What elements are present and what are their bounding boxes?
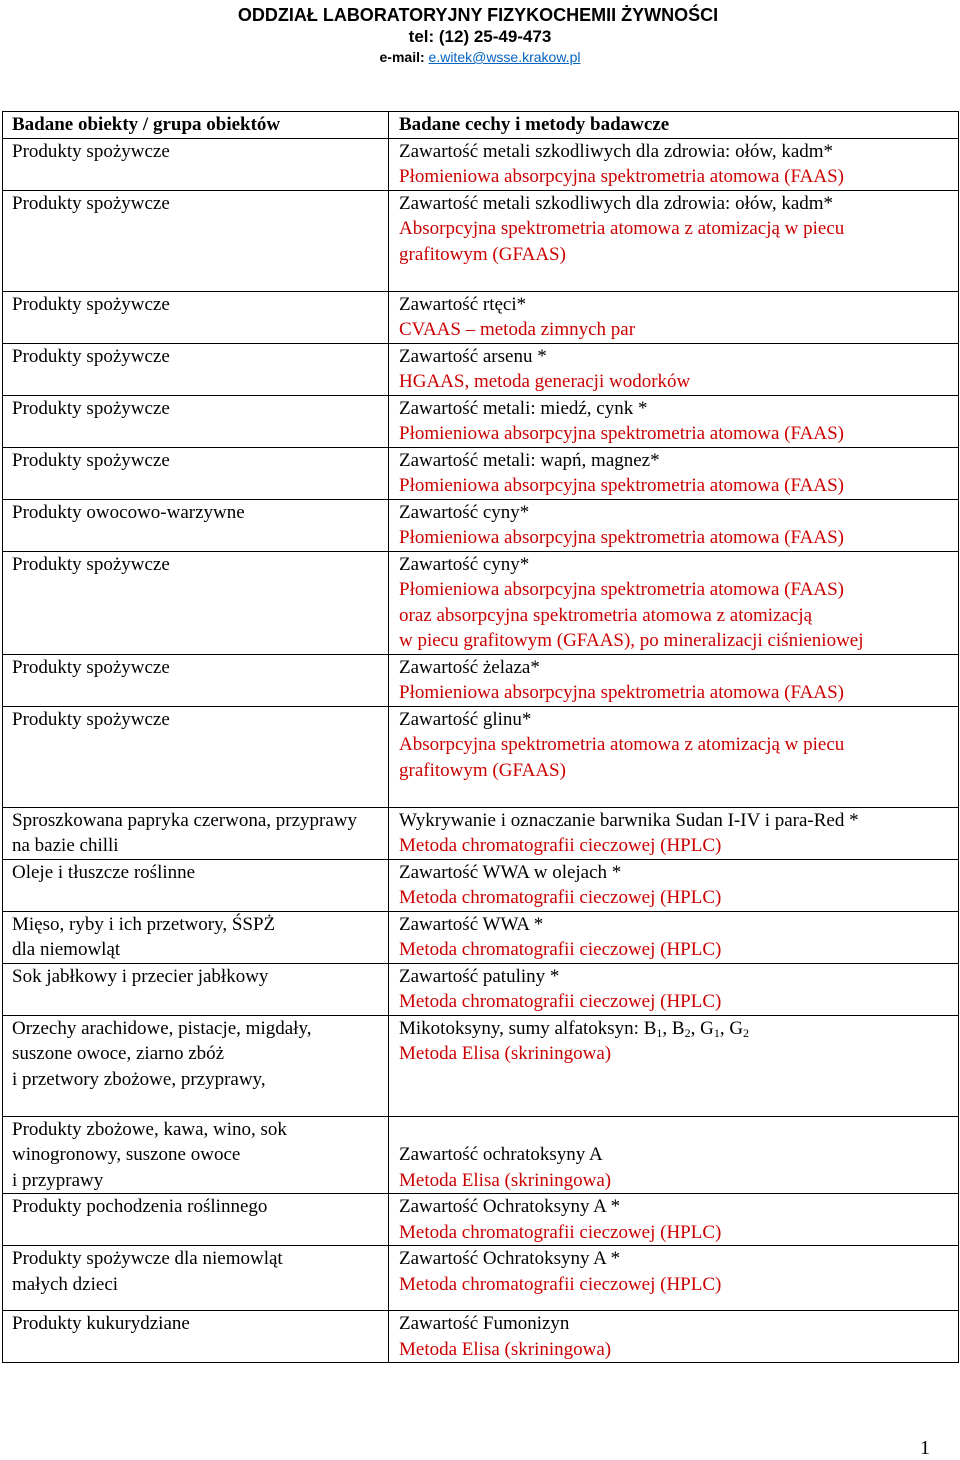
method-text: Metoda chromatografii cieczowej (HPLC) <box>399 887 722 908</box>
object-text: na bazie chilli <box>12 835 119 856</box>
object-cell <box>3 138 389 190</box>
feature-text: Zawartość Fumonizyn <box>399 1313 570 1334</box>
object-text: i przetwory zbożowe, przyprawy, <box>12 1068 266 1090</box>
table-row <box>3 1194 959 1246</box>
feature-text: Wykrywanie i oznaczanie barwnika Sudan I-IV i para-Red * <box>399 809 859 831</box>
feature-method-cell <box>389 447 959 499</box>
feature-text: Zawartość ochratoksyny A <box>399 1144 603 1165</box>
object-text: Produkty spożywcze <box>12 553 170 575</box>
aflatoxin-text-part: , G <box>690 1017 714 1039</box>
object-text: Produkty spożywcze <box>12 192 170 214</box>
table-row <box>3 190 959 291</box>
subscript: 1 <box>713 1025 720 1040</box>
method-text: Płomieniowa absorpcyjna spektrometria atomowa (FAAS) <box>399 527 844 548</box>
object-text: suszone owoce, ziarno zbóż <box>12 1043 225 1064</box>
feature-text: Zawartość patuliny * <box>399 965 560 987</box>
method-text: Płomieniowa absorpcyjna spektrometria atomowa (FAAS) <box>399 475 844 496</box>
page-header <box>0 0 960 66</box>
object-text: Produkty spożywcze <box>12 345 170 367</box>
feature-text: Zawartość metali szkodliwych dla zdrowia: ołów, kadm* <box>399 140 834 162</box>
feature-text: Zawartość Ochratoksyny A * <box>399 1248 621 1269</box>
feature-text: Zawartość Ochratoksyny A * <box>399 1196 621 1217</box>
feature-method-cell <box>389 138 959 190</box>
feature-method-cell <box>389 395 959 447</box>
object-text: Produkty spożywcze <box>12 293 170 315</box>
column-header-objects: Badane obiekty / grupa obiektów <box>3 112 389 139</box>
feature-method-cell <box>389 859 959 911</box>
feature-method-cell <box>389 499 959 551</box>
feature-text: Zawartość metali: wapń, magnez* <box>399 449 660 471</box>
method-text: Płomieniowa absorpcyjna spektrometria atomowa (FAAS) <box>399 423 844 444</box>
table-row <box>3 706 959 807</box>
feature-method-cell <box>389 963 959 1015</box>
subscript: 2 <box>743 1025 750 1040</box>
email-label: e-mail: <box>379 49 429 65</box>
feature-text: Zawartość metali: miedź, cynk * <box>399 397 648 419</box>
feature-text: Zawartość rtęci* <box>399 293 527 315</box>
object-text: małych dzieci <box>12 1273 119 1295</box>
aflatoxin-text-part: , G <box>719 1017 744 1039</box>
feature-method-cell <box>389 343 959 395</box>
method-text: HGAAS, metoda generacji wodorków <box>399 371 691 392</box>
object-text: winogronowy, suszone owoce <box>12 1144 241 1165</box>
object-text: Produkty spożywcze <box>12 140 170 162</box>
table-row <box>3 343 959 395</box>
feature-text: Zawartość WWA * <box>399 913 544 935</box>
column-header-features: Badane cechy i metody badawcze <box>389 112 959 139</box>
object-cell <box>3 447 389 499</box>
table-row <box>3 807 959 859</box>
table-row <box>3 911 959 963</box>
object-text: Produkty spożywcze dla niemowląt <box>12 1248 283 1269</box>
table-row <box>3 1116 959 1194</box>
feature-method-cell <box>389 706 959 807</box>
method-text: oraz absorpcyjna spektrometria atomowa z atomizacją <box>399 604 813 626</box>
object-text: Produkty kukurydziane <box>12 1313 190 1334</box>
table-row <box>3 1015 959 1116</box>
table-header-row <box>3 112 959 139</box>
aflatoxin-text-part: Mikotoksyny, sumy alfatoksyn: B <box>399 1017 657 1039</box>
method-text: Absorpcyjna spektrometria atomowa z atomizacją w piecu <box>399 734 845 755</box>
method-text: Płomieniowa absorpcyjna spektrometria atomowa (FAAS) <box>399 682 844 703</box>
aflatoxin-feature-text <box>399 1016 958 1042</box>
object-text: Mięso, ryby i ich przetwory, ŚSPŻ <box>12 913 276 935</box>
page-number: 1 <box>920 1437 930 1459</box>
method-text: Metoda chromatografii cieczowej (HPLC) <box>399 835 722 856</box>
object-cell <box>3 911 389 963</box>
table-row <box>3 291 959 343</box>
feature-method-cell <box>389 654 959 706</box>
object-cell <box>3 807 389 859</box>
object-cell <box>3 1116 389 1194</box>
object-cell <box>3 190 389 291</box>
method-text: Metoda chromatografii cieczowej (HPLC) <box>399 991 722 1012</box>
table-row <box>3 1246 959 1311</box>
feature-text <box>399 1117 958 1143</box>
subscript: 2 <box>684 1025 691 1040</box>
email-line <box>0 48 960 66</box>
object-cell <box>3 291 389 343</box>
method-text: Metoda chromatografii cieczowej (HPLC) <box>399 1273 722 1295</box>
method-text: CVAAS – metoda zimnych par <box>399 319 636 340</box>
method-text: grafitowym (GFAAS) <box>399 243 566 265</box>
research-scope-table <box>2 111 959 1363</box>
feature-method-cell <box>389 807 959 859</box>
method-text: grafitowym (GFAAS) <box>399 759 566 781</box>
object-text: Produkty owocowo-warzywne <box>12 501 245 523</box>
table-row <box>3 447 959 499</box>
phone-number: tel: (12) 25-49-473 <box>408 27 552 46</box>
table-row <box>3 654 959 706</box>
feature-text: Zawartość arsenu * <box>399 345 547 367</box>
object-cell <box>3 706 389 807</box>
aflatoxin-text-part: , B <box>662 1017 685 1039</box>
table-row <box>3 1311 959 1363</box>
feature-text: Zawartość WWA w olejach * <box>399 861 622 883</box>
feature-method-cell <box>389 1015 959 1116</box>
feature-method-cell <box>389 1246 959 1311</box>
method-text: Metoda Elisa (skriningowa) <box>399 1169 612 1191</box>
object-text: Oleje i tłuszcze roślinne <box>12 861 196 883</box>
object-text: Orzechy arachidowe, pistacje, migdały, <box>12 1017 312 1039</box>
method-text: Metoda Elisa (skriningowa) <box>399 1043 612 1064</box>
feature-text: Zawartość metali szkodliwych dla zdrowia: ołów, kadm* <box>399 192 834 214</box>
method-text: Metoda chromatografii cieczowej (HPLC) <box>399 939 722 960</box>
feature-method-cell <box>389 291 959 343</box>
object-cell <box>3 395 389 447</box>
object-text: Produkty spożywcze <box>12 397 170 419</box>
object-text: Produkty pochodzenia roślinnego <box>12 1196 268 1217</box>
feature-method-cell <box>389 911 959 963</box>
feature-method-cell <box>389 1116 959 1194</box>
feature-method-cell <box>389 1311 959 1363</box>
object-cell <box>3 343 389 395</box>
object-cell <box>3 963 389 1015</box>
object-text: Produkty zbożowe, kawa, wino, sok <box>12 1118 287 1140</box>
table-row <box>3 963 959 1015</box>
object-cell <box>3 551 389 654</box>
object-cell <box>3 1194 389 1246</box>
object-text: Sproszkowana papryka czerwona, przyprawy <box>12 809 358 831</box>
object-cell <box>3 1246 389 1311</box>
object-cell <box>3 654 389 706</box>
method-text: Metoda chromatografii cieczowej (HPLC) <box>399 1221 722 1243</box>
method-text: Płomieniowa absorpcyjna spektrometria atomowa (FAAS) <box>399 579 844 600</box>
feature-text: Zawartość glinu* <box>399 708 532 730</box>
feature-text: Zawartość cyny* <box>399 553 530 575</box>
method-text: Absorpcyjna spektrometria atomowa z atomizacją w piecu <box>399 218 845 239</box>
table-row <box>3 395 959 447</box>
object-text: i przyprawy <box>12 1169 104 1191</box>
method-text: w piecu grafitowym (GFAAS), po mineralizacji ciśnieniowej <box>399 630 864 651</box>
email-link[interactable]: e.witek@wsse.krakow.pl <box>428 49 581 65</box>
subscript: 1 <box>656 1025 663 1040</box>
object-text: Produkty spożywcze <box>12 656 170 678</box>
object-text: dla niemowląt <box>12 939 121 960</box>
method-text: Płomieniowa absorpcyjna spektrometria atomowa (FAAS) <box>399 166 844 187</box>
feature-method-cell <box>389 1194 959 1246</box>
feature-text: Zawartość żelaza* <box>399 656 540 678</box>
feature-text: Zawartość cyny* <box>399 501 530 523</box>
object-text: Sok jabłkowy i przecier jabłkowy <box>12 965 269 987</box>
table-row <box>3 499 959 551</box>
object-cell <box>3 499 389 551</box>
lab-name: ODDZIAŁ LABORATORYJNY FIZYKOCHEMII ŻYWNOŚCI <box>237 5 719 25</box>
table-row <box>3 138 959 190</box>
feature-method-cell <box>389 551 959 654</box>
table-row <box>3 551 959 654</box>
object-text: Produkty spożywcze <box>12 708 170 730</box>
feature-method-cell <box>389 190 959 291</box>
table-row <box>3 859 959 911</box>
object-cell <box>3 1015 389 1116</box>
method-text: Metoda Elisa (skriningowa) <box>399 1338 612 1360</box>
object-cell <box>3 859 389 911</box>
object-cell <box>3 1311 389 1363</box>
object-text: Produkty spożywcze <box>12 449 170 471</box>
